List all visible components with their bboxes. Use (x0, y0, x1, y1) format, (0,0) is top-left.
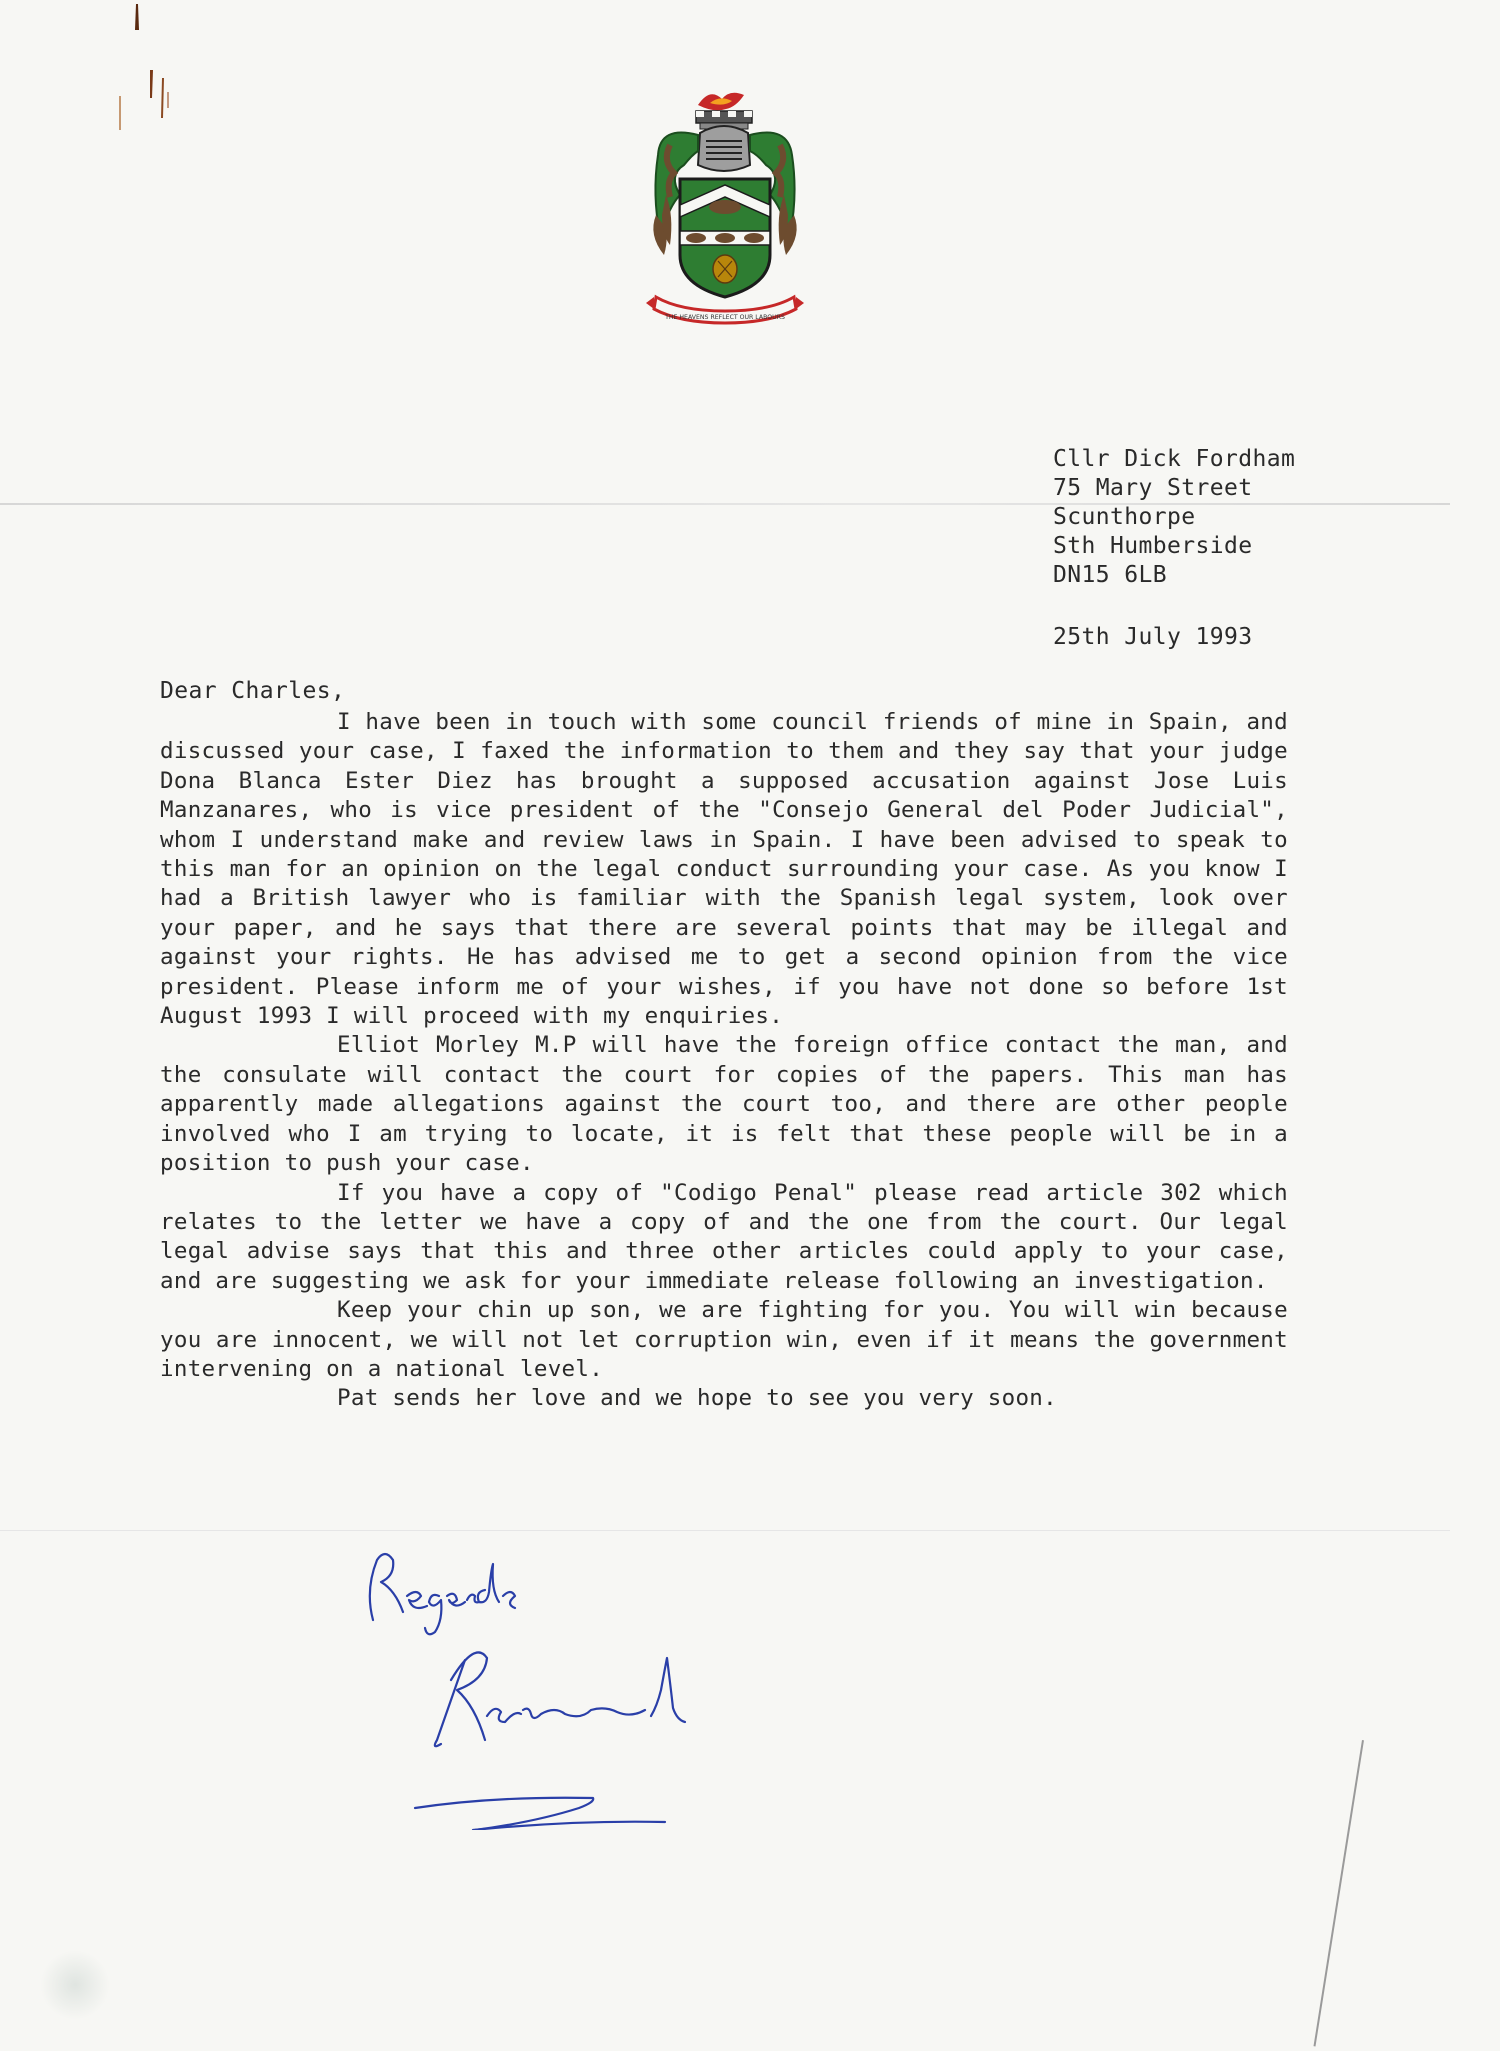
sender-name: Cllr Dick Fordham (1053, 446, 1296, 472)
salutation: Dear Charles, (160, 678, 346, 704)
coat-of-arms-crest (640, 85, 810, 325)
body-paragraph: Elliot Morley M.P will have the foreign office contact the man, and the consulate will contact the court for copies of the papers. This man has apparently made allegations against the court too, and there are other people involved who I am trying to locate, it is felt that these people will be in a position to push your case. (160, 1032, 1288, 1177)
handwritten-signature (355, 1530, 875, 1830)
sender-street: 75 Mary Street (1053, 475, 1253, 501)
sender-county: Sth Humberside (1053, 533, 1253, 559)
crest-motto: THE HEAVENS REFLECT OUR LABOURS (665, 314, 785, 321)
body-paragraph: If you have a copy of "Codigo Penal" please read article 302 which relates to the letter we have a copy of and the one from the court. Our legal legal advise says that this and three other articles could apply to your case, and are suggesting we ask for your immediate release following an investigation. (160, 1179, 1288, 1294)
body-paragraph: I have been in touch with some council friends of mine in Spain, and discussed your case, I faxed the information to them and they say that your judge Dona Blanca Ester Diez has brought a supposed accusation against Jose Luis Manzanares, who is vice president of the "Consejo General del Poder Judicial", whom I understand make and review laws in Spain. I have been advised to speak to this man for an opinion on the legal conduct surrounding your case. As you know I had a British lawyer who is familiar with the Spanish legal system, look over your paper, and he says that there are several points that may be illegal and against your rights. He has advised me to get a second opinion from the vice president. Please inform me of your wishes, if you have not done so before 1st August 1993 I will proceed with my enquiries. (160, 709, 1288, 1030)
sender-town: Scunthorpe (1053, 504, 1196, 530)
paper-stain (40, 1950, 110, 2020)
body-paragraph: Pat sends her love and we hope to see you very soon. (337, 1385, 1057, 1412)
sender-postcode: DN15 6LB (1053, 562, 1167, 588)
paper-edge-line (1314, 1740, 1364, 2046)
body-paragraph: Keep your chin up son, we are fighting for you. You will win because you are innocent, we will not let corruption win, even if it means the government intervening on a national level. (160, 1297, 1288, 1382)
rust-stain-mark (110, 0, 180, 140)
letter-date: 25th July 1993 (1053, 624, 1253, 650)
letter-body (160, 708, 1288, 1414)
sender-address (1053, 445, 1295, 590)
